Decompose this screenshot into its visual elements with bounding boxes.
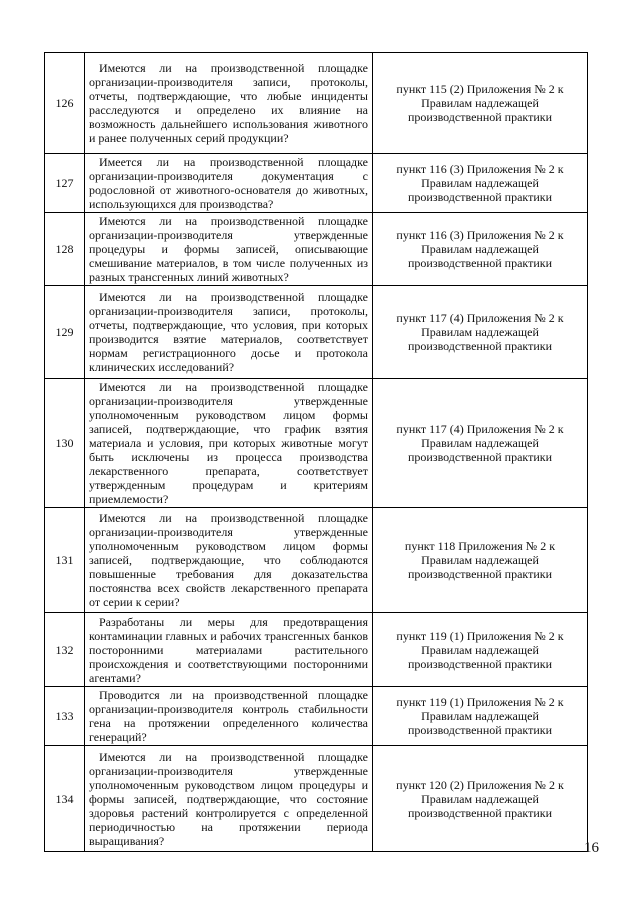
requirement-question: Имеются ли на производственной площадке организации-производителя записи, протоколы, отчеты, подтверждающие, что условия, при которых производится взятие материалов, соответствует нормам регистрационного досье и протокола клинических исследований? [85, 286, 373, 379]
row-number: 128 [45, 213, 85, 286]
requirement-question: Имеется ли на производственной площадке организации-производителя документация с родословной от животного-основателя до животных, использующихся для производства? [85, 154, 373, 213]
row-number: 130 [45, 379, 85, 508]
table-row [45, 213, 588, 286]
regulation-reference: пункт 119 (1) Приложения № 2 к Правилам надлежащей производственной практики [373, 687, 588, 746]
table-row [45, 613, 588, 687]
requirement-question: Имеются ли на производственной площадке организации-производителя утвержденные уполномоченным руководством лицом формы записей, подтверждающие, что график взятия материала и условия, при которых животные могут быть исключены из процесса производства лекарственного препарата, соответствует утвержденным процедурам и критериям приемлемости? [85, 379, 373, 508]
requirement-question: Имеются ли на производственной площадке организации-производителя утвержденные уполномоченным руководством лицом формы записей, подтверждающие, что соблюдаются повышенные требования для доказательства постоянства всех свойств лекарственного препарата от серии к серии? [85, 508, 373, 613]
regulation-reference: пункт 120 (2) Приложения № 2 к Правилам надлежащей производственной практики [373, 746, 588, 852]
requirement-question: Разработаны ли меры для предотвращения контаминации главных и рабочих трансгенных банков посторонними материалами растительного происхождения и соответствующими посторонними агентами? [85, 613, 373, 687]
table-row [45, 687, 588, 746]
table-row [45, 746, 588, 852]
regulation-reference: пункт 117 (4) Приложения № 2 к Правилам надлежащей производственной практики [373, 286, 588, 379]
row-number: 133 [45, 687, 85, 746]
table-row [45, 379, 588, 508]
row-number: 129 [45, 286, 85, 379]
table-row [45, 154, 588, 213]
regulation-reference: пункт 118 Приложения № 2 к Правилам надлежащей производственной практики [373, 508, 588, 613]
requirement-question: Имеются ли на производственной площадке организации-производителя утвержденные уполномоченным руководством лицом процедуры и формы записей, подтверждающие, что состояние здоровья растений контролируется с определенной периодичностью на протяжении периода выращивания? [85, 746, 373, 852]
regulation-reference: пункт 117 (4) Приложения № 2 к Правилам надлежащей производственной практики [373, 379, 588, 508]
row-number: 127 [45, 154, 85, 213]
requirement-question: Имеются ли на производственной площадке организации-производителя записи, протоколы, отчеты, подтверждающие, что любые инциденты расследуются и определено их влияние на возможность дальнейшего использования животного и ранее полученных серий продукции? [85, 53, 373, 154]
regulation-reference: пункт 119 (1) Приложения № 2 к Правилам надлежащей производственной практики [373, 613, 588, 687]
table-row [45, 286, 588, 379]
table-body [45, 53, 588, 852]
row-number: 126 [45, 53, 85, 154]
page-number: 16 [584, 840, 599, 856]
regulation-reference: пункт 116 (3) Приложения № 2 к Правилам надлежащей производственной практики [373, 213, 588, 286]
table-row [45, 53, 588, 154]
requirements-table [44, 52, 588, 852]
row-number: 132 [45, 613, 85, 687]
table-row [45, 508, 588, 613]
row-number: 134 [45, 746, 85, 852]
regulation-reference: пункт 116 (3) Приложения № 2 к Правилам надлежащей производственной практики [373, 154, 588, 213]
regulation-reference: пункт 115 (2) Приложения № 2 к Правилам надлежащей производственной практики [373, 53, 588, 154]
requirement-question: Проводится ли на производственной площадке организации-производителя контроль стабильности гена на протяжении определенного количества генераций? [85, 687, 373, 746]
requirement-question: Имеются ли на производственной площадке организации-производителя утвержденные процедуры и формы записей, описывающие смешивание материалов, в том числе полученных из разных трансгенных линий животных? [85, 213, 373, 286]
row-number: 131 [45, 508, 85, 613]
